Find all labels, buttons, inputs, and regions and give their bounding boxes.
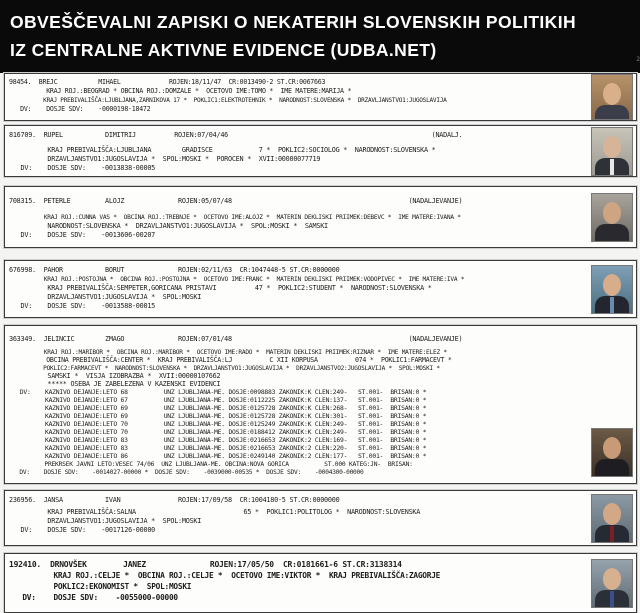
record-line: OBCINA PREBIVALIŠČA:CENTER * KRAJ PREBIVALIŠČA:LJ C XII KORPUSA 074 * POKLIC1:FARMACEVT * xyxy=(9,356,452,364)
record-line: 816709. RUPEL DIMITRIJ ROJEN:07/04/46 (NADALJ. xyxy=(9,131,463,139)
record-line: DRZAVLJANSTVO1:JUGOSLAVIJA * SPOL:MOSKI xyxy=(9,517,202,525)
record-line: KAZNIVO DEJANJE:LETO 83 UNZ LJUBLJANA-ME. DOSJE:0216653 ZAKONIK:2 CLEN:220- ST.001- BRISAN:0 * xyxy=(9,444,427,452)
record-line: KRAJ ROJ.:CUNNA VAS * OBCINA ROJ.:TREBNJE * OCETOVO IME:ALOJZ * MATERIN DEKLISKI PRIIMEK:DEBEVC * IME MATERE:IVANA * xyxy=(9,214,461,221)
record-line: 708315. PETERLE ALOJZ ROJEN:05/07/48 (NADALJEVANJE) xyxy=(9,197,463,205)
record-line: SAMSKI * VISJA IZOBRAZBA * XVII:00000107662 xyxy=(9,372,221,380)
record-line: DV: DOSJE SDV: -0055000-00000 xyxy=(9,593,178,602)
record-line: DV: DOSJE SDV: -0014027-00000 * DOSJE SDV: -0039000-00535 * DOSJE SDV: -0004300-00000 xyxy=(9,469,364,476)
margin-mark: 2 xyxy=(636,56,640,63)
portrait-photo xyxy=(591,428,633,477)
record-line: DV: DOSJE SDV: -0000198-18472 xyxy=(9,105,151,113)
portrait-photo xyxy=(591,559,633,608)
record-line: KAZNIVO DEJANJE:LETO 69 UNZ LJUBLJANA-ME. DOSJE:0125728 ZAKONIK:K CLEN:301- ST.001- BRISAN:0 * xyxy=(9,412,427,420)
record-line: DV: DOSJE SDV: -0013838-00005 xyxy=(9,164,155,172)
record-line: POKLIC2:EKONOMIST * SPOL:MOSKI xyxy=(9,582,192,591)
record-card-pahor xyxy=(4,260,637,318)
record-line: KRAJ ROJ.:POSTOJNA * OBCINA ROJ.:POSTOJNA * OCETOVO IME:FRANC * MATERIN DEKLISKI PRIIMEK:VODOPIVEC * IME MATERE:IVA * xyxy=(9,276,465,283)
record-line: 98454. BREJC MIHAEL ROJEN:18/11/47 CR:0013490-2 ST.CR:0067663 xyxy=(9,78,326,86)
record-line: 236956. JANSA IVAN ROJEN:17/09/58 CR:1004180-5 ST.CR:0000000 xyxy=(9,496,340,504)
record-card-peterle xyxy=(4,186,637,248)
record-line: KAZNIVO DEJANJE:LETO 86 UNZ LJUBLJANA-ME. DOSJE:0249140 ZAKONIK:2 CLEN:177- ST.001- BRISAN:0 * xyxy=(9,452,427,460)
record-card-rupel xyxy=(4,125,637,177)
record-line: ***** OSEBA JE ZABELEZENA V KAZENSKI EVIDENCI xyxy=(9,380,221,388)
record-card-jelincic xyxy=(4,325,637,484)
portrait-photo xyxy=(591,494,633,543)
record-line: POKLIC2:FARMACEVT * NARODNOST:SLOVENSKA * DRZAVLJANSTVO1:JUGOSLAVIJA * DRZAVLJANSTVO2:JUGOSLAVIJA * SPOL:MOSKI * xyxy=(9,365,440,372)
record-line: KRAJ PREBIVALIŠČA:SALNA 65 * POKLIC1:POLITOLOG * NARODNOST:SLOVENSKA xyxy=(9,508,421,516)
title-banner xyxy=(0,0,640,73)
record-line: 676998. PAHOR BORUT ROJEN:02/11/63 CR:1047448-5 ST.CR:0000000 xyxy=(9,266,340,274)
record-line: 363349. JELINCIC ZMAGO ROJEN:07/01/48 (NADALJEVANJE) xyxy=(9,335,463,343)
portrait-photo xyxy=(591,265,633,314)
record-card-brejc xyxy=(4,73,637,121)
record-line: DV: DOSJE SDV: -0013588-00015 xyxy=(9,302,155,310)
record-line: KRAJ PREBIVALIŠČA:SEMPETER,GORICANA PRISTAVI 47 * POKLIC2:STUDENT * NARODNOST:SLOVENSKA * xyxy=(9,284,432,292)
record-line: NARODNOST:SLOVENSKA * DRZAVLJANSTVO1:JUGOSLAVIJA * SPOL:MOSKI * SAMSKI xyxy=(9,222,328,230)
record-line: DRZAVLJANSTVO1:JUGOSLAVIJA * SPOL:MOSKI * POROCEN * XVII:00000077719 xyxy=(9,155,321,163)
record-card-jansa xyxy=(4,490,637,546)
record-line: KRAJ ROJ.:MARIBOR * OBCINA ROJ.:MARIBOR * OCETOVO IME:RADO * MATERIN DEKLISKI PRIIMEK:RIZNAR * IME MATERE:ELEZ * xyxy=(9,349,447,356)
title-line-2: IZ CENTRALNE AKTIVNE EVIDENCE (UDBA.NET) xyxy=(10,40,437,60)
record-line: DV: KAZNIVO DEJANJE:LETO 68 UNZ LJUBLJANA-ME. DOSJE:0098883 ZAKONIK:K CLEN:249- ST.001- BRISAN:0 * xyxy=(9,388,427,396)
portrait-photo xyxy=(591,127,633,176)
record-line: DV: DOSJE SDV: -0017126-00000 xyxy=(9,526,155,534)
record-line: KRAJ ROJ.:CELJE * OBCINA ROJ.:CELJE * OCETOVO IME:VIKTOR * KRAJ PREBIVALIŠČA:ZAGORJE xyxy=(9,571,441,580)
record-line: KRAJ PREBIVALIŠČA:LJUBLJANA,ZARNIKOVA 17 * POKLIC1:ELEKTROTEHNIK * NARODNOST:SLOVENSKA * DRZAVLJANSTVO1:JUGOSLAVIJA xyxy=(9,97,447,104)
record-line: KAZNIVO DEJANJE:LETO 67 UNZ LJUBLJANA-ME. DOSJE:0112225 ZAKONIK:K CLEN:137- ST.001- BRISAN:0 * xyxy=(9,396,427,404)
record-card-drnovsek xyxy=(4,553,637,613)
record-line: KAZNIVO DEJANJE:LETO 83 UNZ LJUBLJANA-ME. DOSJE:0216653 ZAKONIK:2 CLEN:169- ST.001- BRISAN:0 * xyxy=(9,436,427,444)
record-line: KRAJ ROJ.:BEOGRAD * OBCINA ROJ.:DOMZALE * OCETOVO IME:TOMO * IME MATERE:MARIJA * xyxy=(9,87,352,95)
record-line: DRZAVLJANSTVO1:JUGOSLAVIJA * SPOL:MOSKI xyxy=(9,293,202,301)
record-line: PREKRSEK JAVNI LETO:VESEC 74/06 UNZ LJUBLJANA-ME. OBCINA:NOVA GORICA ST.000 KATEG:JN- BRISAN: xyxy=(9,461,413,468)
portrait-photo xyxy=(591,74,633,120)
record-line: DV: DOSJE SDV: -0013606-00207 xyxy=(9,231,155,239)
record-line: KAZNIVO DEJANJE:LETO 70 UNZ LJUBLJANA-ME. DOSJE:0188412 ZAKONIK:K CLEN:249- ST.001- BRISAN:0 * xyxy=(9,428,427,436)
record-line: KAZNIVO DEJANJE:LETO 70 UNZ LJUBLJANA-ME. DOSJE:0125249 ZAKONIK:K CLEN:249- ST.001- BRISAN:0 * xyxy=(9,420,427,428)
title-line-1: OBVEŠČEVALNI ZAPISKI O NEKATERIH SLOVENSKIH POLITIKIH xyxy=(10,12,577,32)
record-line: KRAJ PREBIVALIŠČA:LJUBLJANA GRADISCE 7 * POKLIC2:SOCIOLOG * NARODNOST:SLOVENSKA * xyxy=(9,146,436,154)
portrait-photo xyxy=(591,193,633,242)
record-line: 192410. DRNOVŠEK JANEZ ROJEN:17/05/50 CR:0181661-6 ST.CR:3138314 xyxy=(9,560,402,569)
record-line: KAZNIVO DEJANJE:LETO 69 UNZ LJUBLJANA-ME. DOSJE:0125728 ZAKONIK:K CLEN:268- ST.001- BRISAN:0 * xyxy=(9,404,427,412)
